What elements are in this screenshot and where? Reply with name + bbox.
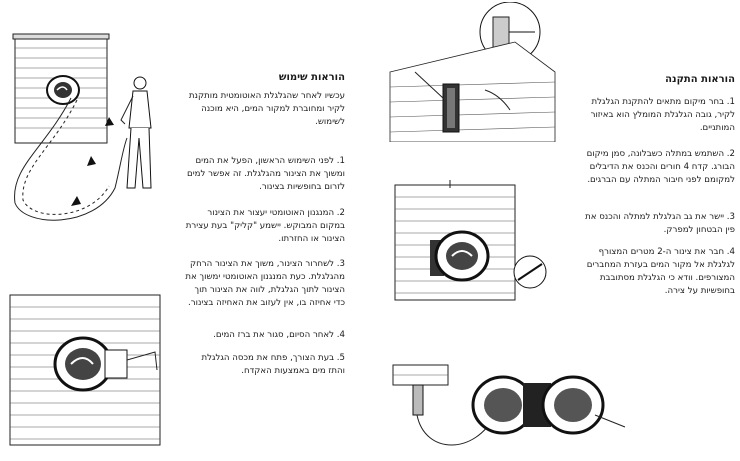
usage-step-4: 4. לאחר הסיום, סגור את ברז המים. [213, 330, 345, 340]
install-title: הוראות התקנה [665, 74, 735, 85]
hose-reel-icon [47, 76, 79, 104]
brick-wall [390, 42, 555, 142]
install-step-4: 4. חבר את צינור ה-2 מטרים המצורף לגלגלת אל מקור המים בעזרת המחברים המצורפים. וודא כי הגלגלת מסתובבת בחופשיות על צירה. [586, 247, 735, 296]
install-step-2: 2. השתמש במתלה כשבלונה, סמן מיקום הבורג. קדח 4 חורים והכנס את הדיבלים למקומם לפני חיבור המתלה עם הברגים. [586, 149, 735, 185]
usage-step-3: 3. לשחרור הצינור, משוך את הצינור הרחק מהגלגלת. כעת המנגנון האוטומטי ימשוך את הצינור לתוך הגלגלת, לווה את הצינור תוך כדי אחיזה בו, אין לעזוב את האחיזה בצינור. [185, 259, 345, 308]
usage-step-2: 2. המנגנון האוטומטי יעצור את הצינור במקום המבוקש. יישמע "קליק" בעת עצירת הצינור או החזרתו. [185, 208, 345, 244]
illustration-reel-on-bracket [390, 180, 550, 305]
illustration-drilling-bracket [385, 2, 560, 142]
usage-step-5: 5. בעת הצורך, פתח את מכסה הגלגלת והתז מים באמצעות האקדח. [201, 353, 345, 376]
install-step-1: 1. בחר מיקום מתאים להתקנת הגלגלת לקיר, גובה הגלגלת המומלץ הוא באיזור המותניים. [590, 97, 735, 133]
wall-bracket-icon [443, 84, 459, 132]
install-step-3: 3. יישר את גב הגלגלת למתלה והכנס את פין הבטחון למפרק. [585, 212, 735, 235]
man-figure [121, 77, 151, 188]
hose-reel-icon [473, 377, 603, 433]
illustration-connect-tap [385, 355, 630, 460]
illustration-man-pulling-hose [5, 28, 170, 238]
usage-intro: עכשיו לאחר שהגלגלת האוטומטית מותקנת לקיר ומחוברת למקור המים, היא מוכנה לשימוש. [188, 91, 345, 127]
wall-tap-bricks [393, 365, 448, 415]
usage-step-1: 1. לפני השימוש הראשון, הפעל את המים ומשוך את הצינור מהגלגלת. זה אפשר למים לזרום בחופשיות בצינור. [187, 156, 345, 192]
illustration-wall-mounted-reel [5, 290, 175, 455]
usage-title: הוראות שימוש [278, 72, 345, 83]
